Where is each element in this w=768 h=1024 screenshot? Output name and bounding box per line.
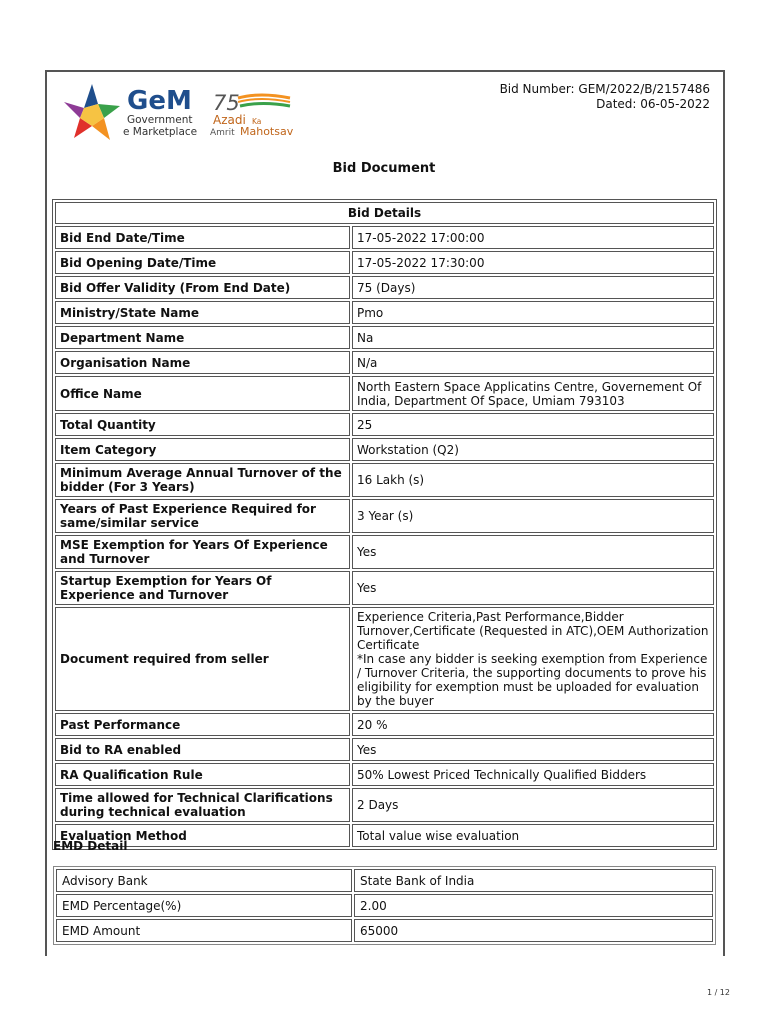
- table-row: [55, 499, 714, 533]
- row-value: Workstation (Q2): [352, 438, 714, 461]
- row-value: 65000: [354, 919, 713, 942]
- page-number: 1 / 12: [706, 988, 730, 997]
- table-row: [55, 788, 714, 822]
- table-row: [55, 351, 714, 374]
- row-value: Na: [352, 326, 714, 349]
- row-label: Ministry/State Name: [55, 301, 350, 324]
- table-header-row: [55, 202, 714, 224]
- azadi-line2: Amrit: [210, 128, 235, 138]
- bid-details-heading: Bid Details: [55, 202, 714, 224]
- row-label: Past Performance: [55, 713, 350, 736]
- bid-date: Dated: 06-05-2022: [596, 97, 710, 111]
- azadi-ka-amrit-mahotsav-logo: [210, 86, 305, 138]
- table-row: [55, 738, 714, 761]
- row-label: Document required from seller: [55, 607, 350, 711]
- documents-list: Experience Criteria,Past Performance,Bidder Turnover,Certificate (Requested in ATC),OEM Authorization Certificate: [357, 610, 709, 652]
- row-value: N/a: [352, 351, 714, 374]
- table-row: [56, 894, 713, 917]
- row-label: Minimum Average Annual Turnover of the bidder (For 3 Years): [55, 463, 350, 497]
- azadi-line1: Azadi: [213, 113, 246, 127]
- document-title: Bid Document: [332, 161, 436, 176]
- table-row: [55, 535, 714, 569]
- row-label: Organisation Name: [55, 351, 350, 374]
- table-row: [55, 376, 714, 411]
- row-label: MSE Exemption for Years Of Experience and Turnover: [55, 535, 350, 569]
- row-label: Advisory Bank: [56, 869, 352, 892]
- row-value: 20 %: [352, 713, 714, 736]
- bid-number: Bid Number: GEM/2022/B/2157486: [499, 82, 710, 96]
- table-row: [55, 276, 714, 299]
- table-row: [55, 326, 714, 349]
- row-value: 17-05-2022 17:00:00: [352, 226, 714, 249]
- emd-detail-table: [53, 866, 716, 945]
- table-row: [55, 713, 714, 736]
- row-label: Total Quantity: [55, 413, 350, 436]
- row-value: Yes: [352, 571, 714, 605]
- gem-wordmark: GeM: [127, 86, 192, 116]
- table-row: [55, 607, 714, 711]
- row-value-documents: [352, 607, 714, 711]
- row-label: EMD Amount: [56, 919, 352, 942]
- azadi-line3: Mahotsav: [240, 125, 294, 138]
- row-value: 17-05-2022 17:30:00: [352, 251, 714, 274]
- row-label: Department Name: [55, 326, 350, 349]
- row-value: North Eastern Space Applicatins Centre, Governement Of India, Department Of Space, Umiam 793103: [352, 376, 714, 411]
- table-row: [55, 413, 714, 436]
- row-value: 2 Days: [352, 788, 714, 822]
- emd-detail-heading: EMD Detail: [53, 839, 128, 853]
- table-row: [55, 571, 714, 605]
- row-value: Total value wise evaluation: [352, 824, 714, 847]
- row-value: 3 Year (s): [352, 499, 714, 533]
- azadi-number: 75: [213, 91, 240, 115]
- exemption-note: *In case any bidder is seeking exemption from Experience / Turnover Criteria, the supporting documents to prove his eligibility for exemption must be uploaded for evaluation by the buyer: [357, 652, 708, 708]
- row-label: Bid to RA enabled: [55, 738, 350, 761]
- row-value: 16 Lakh (s): [352, 463, 714, 497]
- row-label: Bid Offer Validity (From End Date): [55, 276, 350, 299]
- row-label: RA Qualification Rule: [55, 763, 350, 786]
- row-label: Bid Opening Date/Time: [55, 251, 350, 274]
- row-value: 2.00: [354, 894, 713, 917]
- table-row: [55, 251, 714, 274]
- gem-star-icon: [64, 84, 120, 140]
- row-label: Evaluation Method: [55, 824, 350, 847]
- gem-line1: Government: [127, 114, 193, 126]
- table-row: [55, 438, 714, 461]
- table-row: [56, 869, 713, 892]
- row-value: 50% Lowest Priced Technically Qualified Bidders: [352, 763, 714, 786]
- row-label: Years of Past Experience Required for same/similar service: [55, 499, 350, 533]
- row-label: Bid End Date/Time: [55, 226, 350, 249]
- bid-meta: [500, 82, 710, 112]
- row-value: 25: [352, 413, 714, 436]
- row-label: Item Category: [55, 438, 350, 461]
- row-value: Yes: [352, 535, 714, 569]
- row-value: 75 (Days): [352, 276, 714, 299]
- table-row: [55, 301, 714, 324]
- table-row: [55, 763, 714, 786]
- gem-line2: e Marketplace: [123, 126, 198, 138]
- tricolor-flag-icon: [238, 95, 290, 106]
- row-value: State Bank of India: [354, 869, 713, 892]
- row-value: Yes: [352, 738, 714, 761]
- table-row: [55, 824, 714, 847]
- gem-logo: [62, 78, 202, 144]
- row-label: Time allowed for Technical Clarifications during technical evaluation: [55, 788, 350, 822]
- document-header: [62, 78, 712, 148]
- row-label: Startup Exemption for Years Of Experience and Turnover: [55, 571, 350, 605]
- table-row: [56, 919, 713, 942]
- row-label: Office Name: [55, 376, 350, 411]
- row-label: EMD Percentage(%): [56, 894, 352, 917]
- table-row: [55, 463, 714, 497]
- row-value: Pmo: [352, 301, 714, 324]
- bid-details-table: [52, 199, 717, 850]
- table-row: [55, 226, 714, 249]
- azadi-ka: Ka: [252, 117, 262, 126]
